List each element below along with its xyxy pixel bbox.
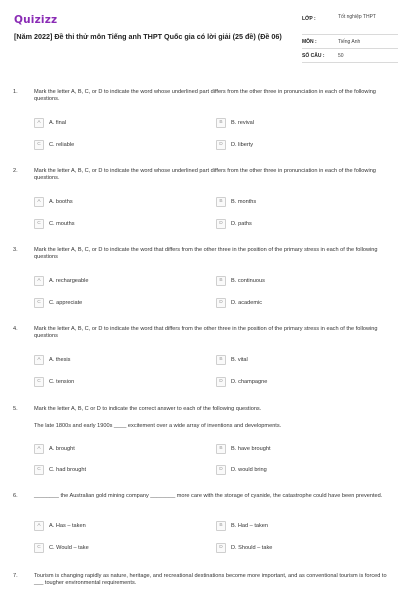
option-text: C. reliable <box>49 142 75 148</box>
option-letter-box: B <box>216 118 226 128</box>
meta-count-label: SỐ CÂU : <box>302 53 325 59</box>
option-letter-box: D <box>216 219 226 229</box>
question-text: ________ the Australian gold mining company ________ more care with the storage of cyanide, the catastrophe could have been prevented. <box>34 493 383 499</box>
option-text: B. vital <box>231 357 248 363</box>
option-letter-box: A <box>34 444 44 454</box>
option-text: D. champagne <box>231 379 268 385</box>
option-letter-box: A <box>34 355 44 365</box>
question-text: Mark the letter A, B, C or D to indicate the correct answer to each of the following questions. <box>34 406 262 412</box>
option-text: A. thesis <box>49 357 71 363</box>
question-text: Mark the letter A, B, C, or D to indicate the word that differs from the other three in the position of the primary stress in each of the following questions <box>34 247 378 261</box>
option-text: A. rechargeable <box>49 278 89 284</box>
option-letter-box: A <box>34 521 44 531</box>
option-letter-box: D <box>216 543 226 553</box>
option-text: A. final <box>49 120 67 126</box>
meta-row-class <box>302 10 398 35</box>
question-text: Mark the letter A, B, C, or D to indicate the word whose underlined part differs from the other three in pronunciation in each of the following questions. <box>34 89 376 103</box>
meta-class-value: Tốt nghiệp THPT <box>338 14 376 20</box>
question-number: 2. <box>13 168 18 174</box>
page-header <box>14 10 386 70</box>
option-text: B. revival <box>231 120 255 126</box>
option-letter-box: B <box>216 444 226 454</box>
option-text: D. paths <box>231 221 252 227</box>
document-title: [Năm 2022] Đề thi thử môn Tiếng anh THPT Quốc gia có lời giải (25 đề) (Đề 06) <box>14 32 282 41</box>
option-text: A. brought <box>49 446 75 452</box>
question-number: 3. <box>13 247 18 253</box>
option-letter-box: B <box>216 521 226 531</box>
option-text: A. Has – taken <box>49 523 86 529</box>
option-text: B. continuous <box>231 278 265 284</box>
meta-row-subject <box>302 35 398 49</box>
option-letter-box: D <box>216 298 226 308</box>
option-text: C. appreciate <box>49 300 83 306</box>
option-letter-box: C <box>34 219 44 229</box>
metadata-panel <box>302 10 398 63</box>
meta-subject-label: MÔN : <box>302 39 317 45</box>
option-letter-box: A <box>34 276 44 286</box>
question-number: 6. <box>13 493 18 499</box>
meta-count-value: 50 <box>338 53 344 59</box>
option-text: C. Would – take <box>49 545 89 551</box>
question-number: 5. <box>13 406 18 412</box>
meta-class-label: LỚP : <box>302 16 316 22</box>
option-letter-box: C <box>34 377 44 387</box>
option-letter-box: D <box>216 140 226 150</box>
option-letter-box: C <box>34 140 44 150</box>
option-text: D. would bring <box>231 467 267 473</box>
option-text: D. academic <box>231 300 263 306</box>
option-letter-box: B <box>216 355 226 365</box>
option-text: B. Had – taken <box>231 523 269 529</box>
option-letter-box: D <box>216 377 226 387</box>
option-text: D. Should – take <box>231 545 273 551</box>
option-letter-box: C <box>34 298 44 308</box>
option-letter-box: A <box>34 118 44 128</box>
option-text: C. tension <box>49 379 75 385</box>
option-text: C. mouths <box>49 221 75 227</box>
question-number: 4. <box>13 326 18 332</box>
option-letter-box: A <box>34 197 44 207</box>
question-number: 1. <box>13 89 18 95</box>
meta-row-count <box>302 49 398 63</box>
question-text: Tourism is changing rapidly as nature, heritage, and recreational destinations become more important, and as conventional tourism is forced to ___ tougher environmental requirements. <box>34 573 387 587</box>
option-text: A. booths <box>49 199 73 205</box>
option-text: D. liberty <box>231 142 254 148</box>
option-letter-box: C <box>34 465 44 475</box>
quizizz-logo: Quizizz <box>14 14 58 26</box>
option-letter-box: B <box>216 197 226 207</box>
meta-subject-value: Tiếng Anh <box>338 39 361 45</box>
option-letter-box: B <box>216 276 226 286</box>
question-text: Mark the letter A, B, C, or D to indicate the word whose underlined part differs from the other three in pronunciation in each of the following questions. <box>34 168 376 182</box>
option-text: C. had brought <box>49 467 87 473</box>
question-text: Mark the letter A, B, C, or D to indicate the word that differs from the other three in the position of the primary stress in each of the following questions <box>34 326 378 340</box>
option-letter-box: C <box>34 543 44 553</box>
option-letter-box: D <box>216 465 226 475</box>
question-number: 7. <box>13 573 18 579</box>
option-text: B. months <box>231 199 257 205</box>
option-text: B. have brought <box>231 446 271 452</box>
question-sentence: The late 1800s and early 1900s ____ excitement over a wide array of inventions and developments. <box>34 423 282 429</box>
